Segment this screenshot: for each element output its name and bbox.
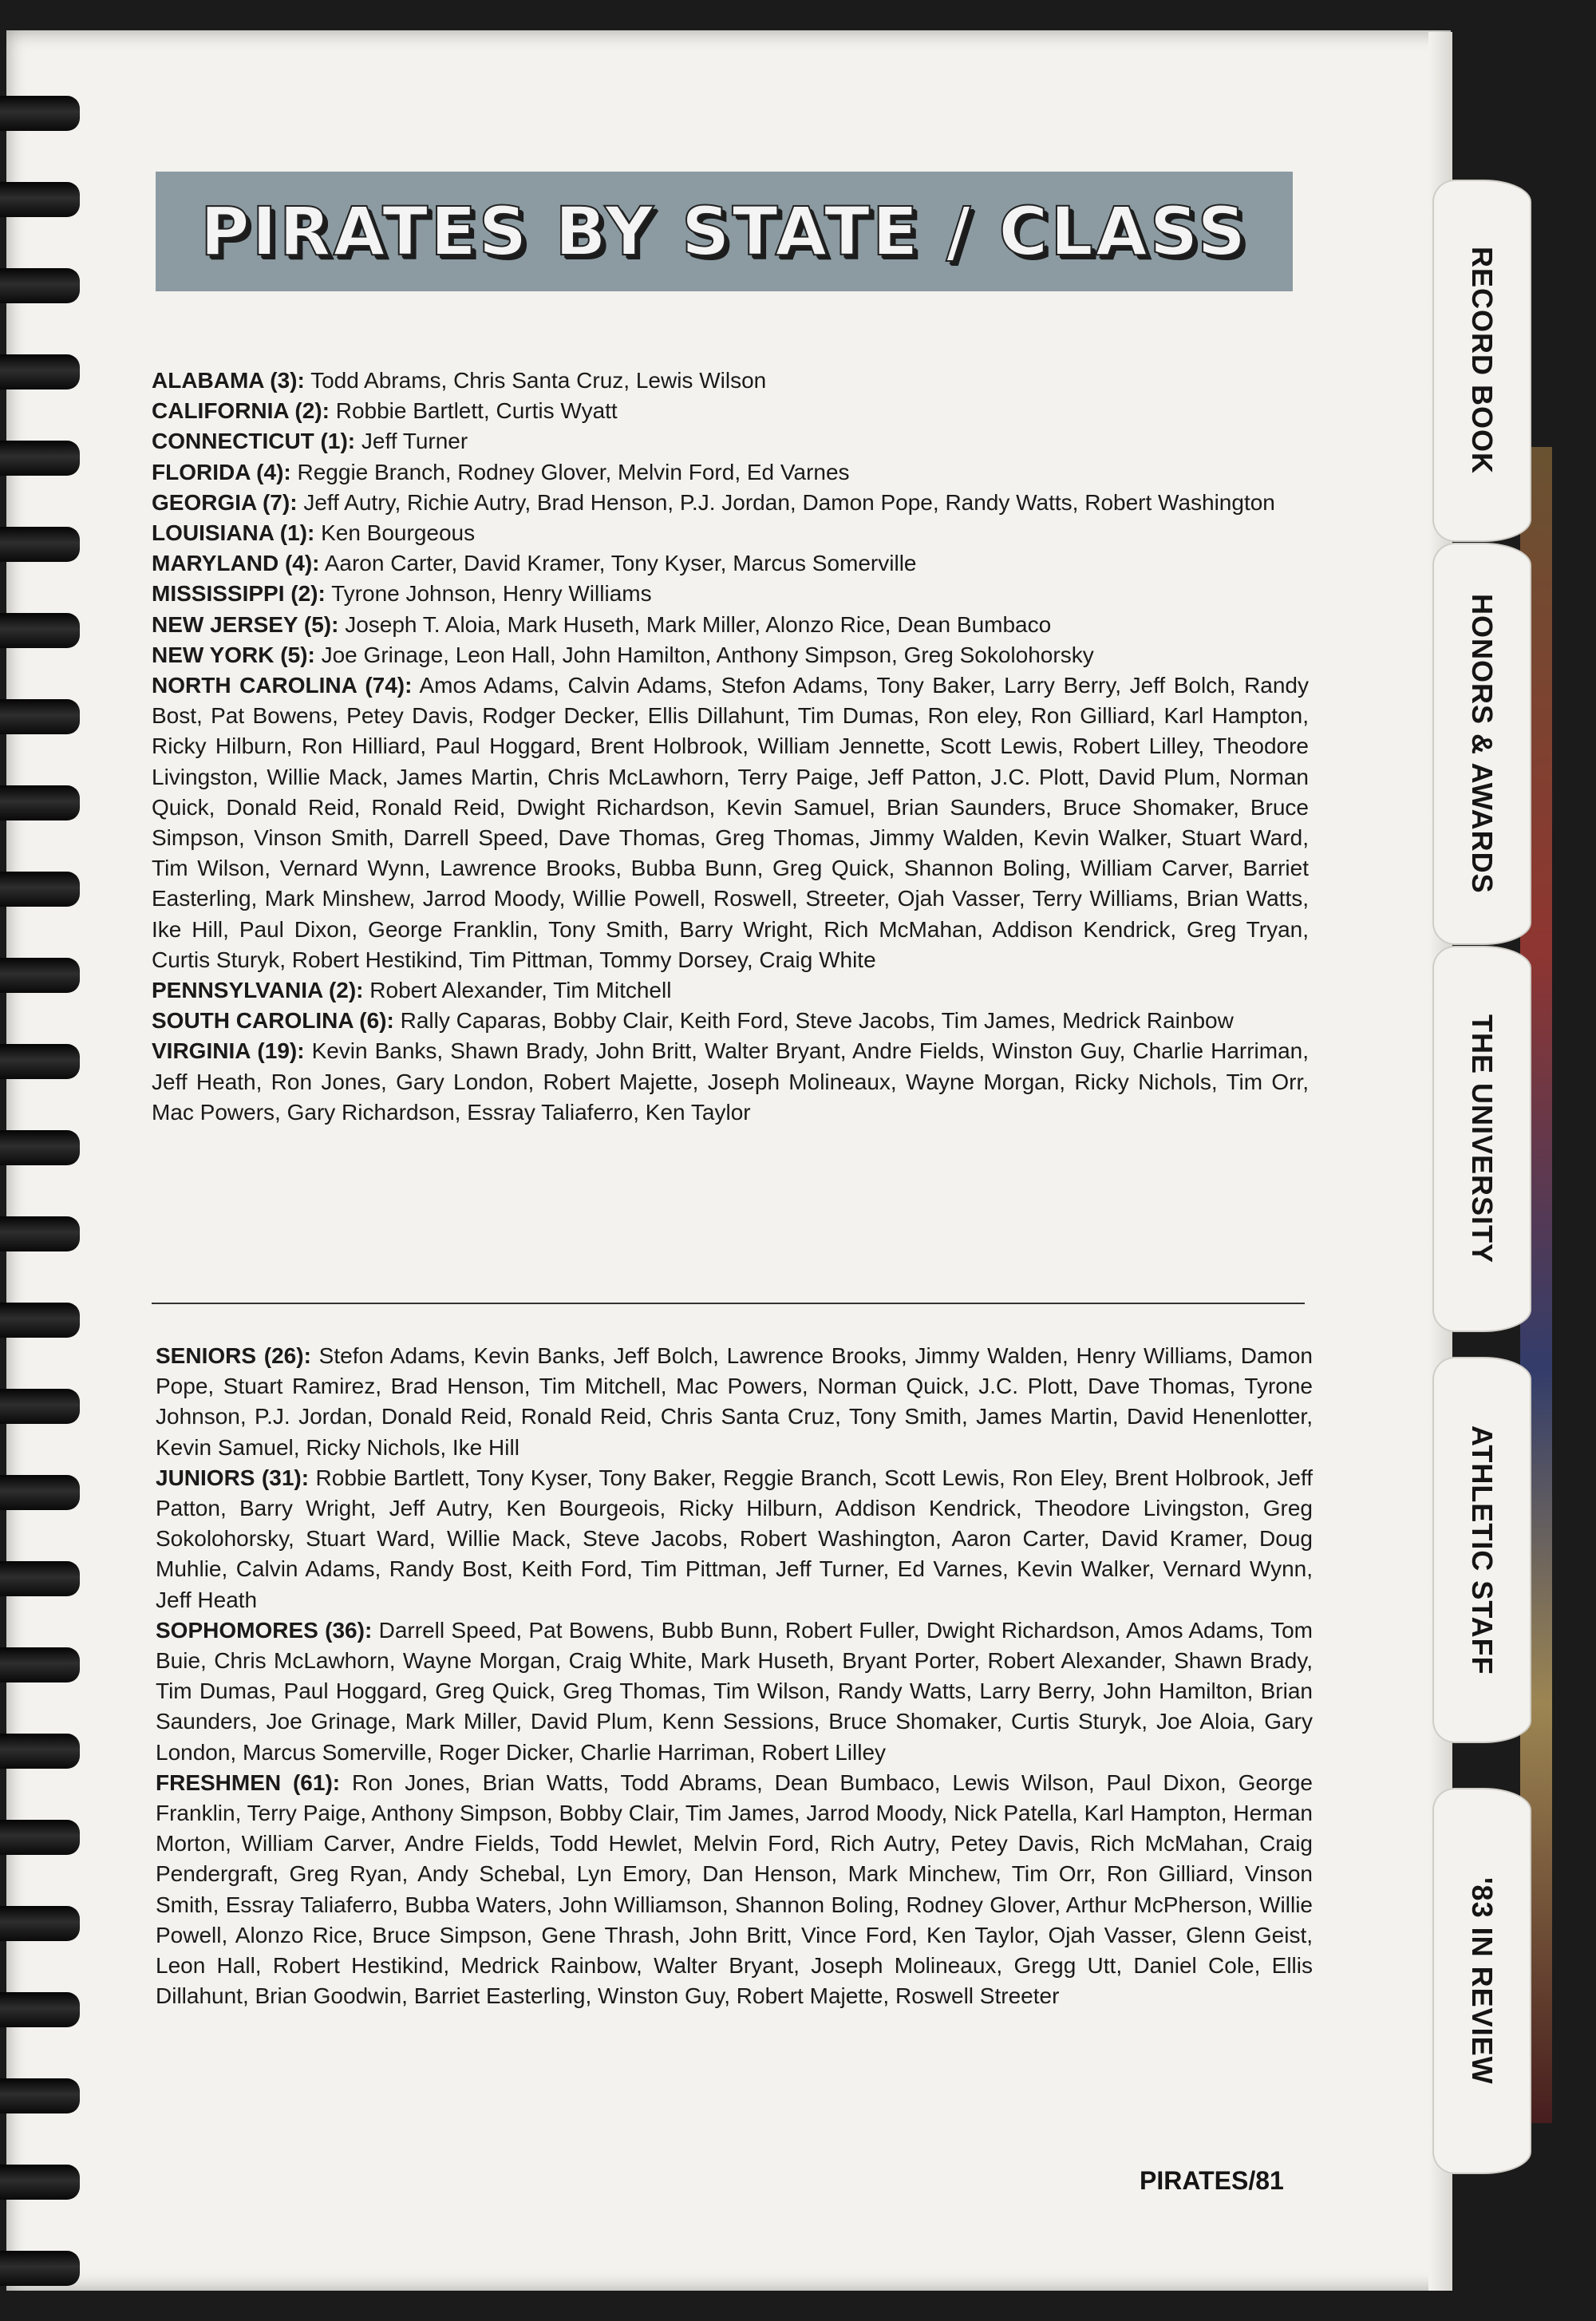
state-names: Todd Abrams, Chris Santa Cruz, Lewis Wilson — [310, 368, 767, 393]
binding-coil — [0, 1734, 80, 1769]
binding-coil — [0, 182, 80, 217]
state-names: Aaron Carter, David Kramer, Tony Kyser, Marcus Somerville — [324, 551, 917, 576]
state-label: CONNECTICUT (1): — [152, 429, 356, 454]
state-names: Jeff Autry, Richie Autry, Brad Henson, P.J. Jordan, Damon Pope, Randy Watts, Robert Washington — [303, 489, 1275, 515]
class-label: SOPHOMORES (36): — [156, 1617, 373, 1643]
binding-coil — [0, 2165, 80, 2200]
state-names: Rally Caparas, Bobby Clair, Keith Ford, Steve Jacobs, Tim James, Medrick Rainbow — [400, 1008, 1234, 1034]
binding-coil — [0, 441, 80, 476]
class-label: JUNIORS (31): — [156, 1465, 310, 1490]
tab-label: RECORD BOOK — [1466, 247, 1499, 475]
binding-coil — [0, 2251, 80, 2286]
tab-83-in-review[interactable] — [1432, 1788, 1531, 2174]
binding-coil — [0, 1130, 80, 1165]
state-label: GEORGIA (7): — [152, 489, 298, 515]
class-entry — [156, 1463, 1313, 1615]
class-entry — [156, 1615, 1313, 1768]
binding-coil — [0, 1303, 80, 1338]
class-entry — [156, 1768, 1313, 2012]
state-entry — [152, 610, 1309, 640]
binding-coil — [0, 2078, 80, 2113]
tab-label: '83 IN REVIEW — [1466, 1877, 1499, 2085]
state-entry — [152, 457, 1309, 488]
binding-coil — [0, 1906, 80, 1941]
class-label: FRESHMEN (61): — [156, 1769, 341, 1795]
binding-coil — [0, 1216, 80, 1251]
binding-coil — [0, 1389, 80, 1424]
state-entry — [152, 579, 1309, 609]
state-names: Robert Alexander, Tim Mitchell — [369, 978, 672, 1003]
class-label: SENIORS (26): — [156, 1343, 311, 1368]
state-label: MARYLAND (4): — [152, 551, 320, 576]
tab-label: ATHLETIC STAFF — [1466, 1425, 1499, 1675]
class-names: Darrell Speed, Pat Bowens, Bubb Bunn, Robert Fuller, Dwight Richardson, Amos Adams, Tom Buie, Chris McLawhorn, Wayne Morgan, Craig White, Mark Huseth, Bryant Porter, Robert Alexander, Shawn Brady, Tim Dumas, Paul Hoggard, Greg Quick, Greg Thomas, Tim Wilson, Randy Watts, Larry Berry, John Hamilton, Brian Saunders, Joe Grinage, Mark Miller, David Plum, Kenn Sessions, Bruce Shomaker, Curtis Sturyk, Joe Aloia, Gary London, Marcus Somerville, Roger Dicker, Charlie Harriman, Robert Lilley — [156, 1617, 1314, 1765]
state-entry — [152, 488, 1309, 518]
state-entry — [152, 1036, 1309, 1128]
class-entry — [156, 1341, 1313, 1463]
class-names: Ron Jones, Brian Watts, Todd Abrams, Dean Bumbaco, Lewis Wilson, Paul Dixon, George Franklin, Terry Paige, Anthony Simpson, Bobby Clair, Tim James, Jarrod Moody, Nick Patella, Karl Hampton, Herman Morton, William Carver, Andre Fields, Todd Hewlet, Melvin Ford, Rich Autry, Petey Davis, Rich McMahan, Craig Pendergraft, Greg Ryan, Andy Schebal, Lyn Emory, Dan Henson, Mark Minchew, Tim Orr, Ron Gilliard, Vinson Smith, Essray Taliaferro, Bubba Waters, John Williamson, Shannon Boling, Rodney Glover, Arthur McPherson, Willie Powell, Alonzo Rice, Bruce Simpson, Gene Thrash, John Britt, Vince Ford, Ken Taylor, Ojah Vasser, Glenn Geist, Leon Hall, Robert Hestikind, Medrick Rainbow, Walter Bryant, Joseph Molineaux, Gregg Utt, Daniel Cole, Ellis Dillahunt, Brian Goodwin, Barriet Easterling, Winston Guy, Robert Majette, Roswell Streeter — [156, 1769, 1314, 2009]
classes-list — [156, 1341, 1313, 2011]
tab-the-university[interactable] — [1432, 946, 1531, 1332]
state-label: VIRGINIA (19): — [152, 1038, 305, 1064]
page-title: PIRATES BY STATE / CLASS — [200, 192, 1248, 271]
binding-coil — [0, 1044, 80, 1079]
state-label: LOUISIANA (1): — [152, 520, 315, 546]
binding-coil — [0, 958, 80, 993]
state-label: SOUTH CAROLINA (6): — [152, 1008, 394, 1034]
state-names: Joe Grinage, Leon Hall, John Hamilton, Anthony Simpson, Greg Sokolohorsky — [321, 642, 1094, 667]
state-entry — [152, 366, 1309, 396]
state-label: PENNSYLVANIA (2): — [152, 978, 364, 1003]
binding-coil — [0, 1475, 80, 1510]
spiral-binding — [0, 0, 88, 2321]
state-label: NORTH CAROLINA (74): — [152, 673, 413, 698]
binding-coil — [0, 1561, 80, 1596]
binding-coil — [0, 354, 80, 389]
state-names: Joseph T. Aloia, Mark Huseth, Mark Miller, Alonzo Rice, Dean Bumbaco — [345, 611, 1052, 637]
binding-coil — [0, 699, 80, 734]
state-label: MISSISSIPPI (2): — [152, 581, 326, 607]
page-number: PIRATES/81 — [1140, 2166, 1284, 2195]
binding-coil — [0, 785, 80, 820]
binding-coil — [0, 1992, 80, 2027]
binding-coil — [0, 872, 80, 907]
binding-coil — [0, 268, 80, 303]
state-names: Tyrone Johnson, Henry Williams — [331, 581, 652, 607]
state-names: Jeff Turner — [361, 429, 468, 454]
state-label: NEW YORK (5): — [152, 642, 315, 667]
class-names: Stefon Adams, Kevin Banks, Jeff Bolch, Lawrence Brooks, Jimmy Walden, Henry Williams, Damon Pope, Stuart Ramirez, Brad Henson, Tim Mitchell, Mac Powers, Norman Quick, J.C. Plott, Dave Thomas, Tyrone Johnson, P.J. Jordan, Donald Reid, Ronald Reid, Chris Santa Cruz, Tony Smith, James Martin, David Henenlotter, Kevin Samuel, Ricky Nichols, Ike Hill — [156, 1343, 1313, 1460]
state-names: Kevin Banks, Shawn Brady, John Britt, Walter Bryant, Andre Fields, Winston Guy, Charlie Harriman, Jeff Heath, Ron Jones, Gary London, Robert Majette, Joseph Molineaux, Wayne Morgan, Ricky Nichols, Tim Orr, Mac Powers, Gary Richardson, Essray Taliaferro, Ken Taylor — [152, 1038, 1310, 1125]
tab-honors-awards[interactable] — [1432, 543, 1531, 945]
state-entry — [152, 1006, 1309, 1036]
state-label: FLORIDA (4): — [152, 459, 291, 484]
state-names: Reggie Branch, Rodney Glover, Melvin Ford, Ed Varnes — [297, 459, 850, 484]
class-names: Robbie Bartlett, Tony Kyser, Tony Baker, Reggie Branch, Scott Lewis, Ron Eley, Brent Holbrook, Jeff Patton, Barry Wright, Jeff Autry, Ken Bourgeois, Ricky Hilburn, Addison Kendrick, Theodore Livingston, Greg Sokolohorsky, Stuart Ward, Willie Mack, Steve Jacobs, Robert Washington, Aaron Carter, David Kramer, Doug Muhlie, Calvin Adams, Randy Bost, Keith Ford, Tim Pittman, Jeff Turner, Ed Varnes, Kevin Walker, Vernard Wynn, Jeff Heath — [156, 1465, 1314, 1612]
state-entry — [152, 548, 1309, 579]
states-list — [152, 366, 1309, 1128]
state-names: Robbie Bartlett, Curtis Wyatt — [335, 398, 618, 424]
binding-coil — [0, 613, 80, 648]
section-divider — [152, 1303, 1305, 1304]
binding-coil — [0, 96, 80, 131]
tab-record-book[interactable] — [1432, 180, 1531, 542]
state-names: Amos Adams, Calvin Adams, Stefon Adams, Tony Baker, Larry Berry, Jeff Bolch, Randy Bost, Pat Bowens, Petey Davis, Rodger Decker, Ellis Dillahunt, Tim Dumas, Ron eley, Ron Gilliard, Karl Hampton, Ricky Hilburn, Ron Hilliard, Paul Hoggard, Brent Holbrook, William Jennette, Scott Lewis, Robert Lilley, Theodore Livingston, Willie Mack, James Martin, Chris McLawhorn, Terry Paige, Jeff Patton, J.C. Plott, David Plum, Norman Quick, Donald Reid, Ronald Reid, Dwight Richardson, Kevin Samuel, Brian Saunders, Bruce Shomaker, Bruce Simpson, Vinson Smith, Darrell Speed, Dave Thomas, Greg Thomas, Jimmy Walden, Kevin Walker, Stuart Ward, Tim Wilson, Vernard Wynn, Lawrence Brooks, Bubba Bunn, Greg Quick, Shannon Boling, William Carver, Barriet Easterling, Mark Minshew, Jarrod Moody, Willie Powell, Roswell, Streeter, Ojah Vasser, Terry Williams, Brian Watts, Ike Hill, Paul Dixon, George Franklin, Tony Smith, Barry Wright, Rich McMahan, Addison Kendrick, Greg Tryan, Curtis Sturyk, Robert Hestikind, Tim Pittman, Tommy Dorsey, Craig White — [152, 673, 1310, 972]
binding-coil — [0, 1647, 80, 1682]
state-entry — [152, 396, 1309, 426]
state-label: NEW JERSEY (5): — [152, 611, 339, 637]
state-label: CALIFORNIA (2): — [152, 398, 330, 424]
state-entry — [152, 426, 1309, 457]
binding-coil — [0, 1820, 80, 1855]
tab-label: HONORS & AWARDS — [1466, 594, 1499, 894]
state-names: Ken Bourgeous — [321, 520, 476, 546]
state-entry — [152, 518, 1309, 548]
state-entry — [152, 640, 1309, 670]
tab-label: THE UNIVERSITY — [1466, 1014, 1499, 1264]
state-entry — [152, 670, 1309, 975]
title-banner — [156, 172, 1293, 291]
binding-coil — [0, 527, 80, 562]
state-entry — [152, 975, 1309, 1006]
state-label: ALABAMA (3): — [152, 368, 305, 393]
tab-athletic-staff[interactable] — [1432, 1357, 1531, 1743]
